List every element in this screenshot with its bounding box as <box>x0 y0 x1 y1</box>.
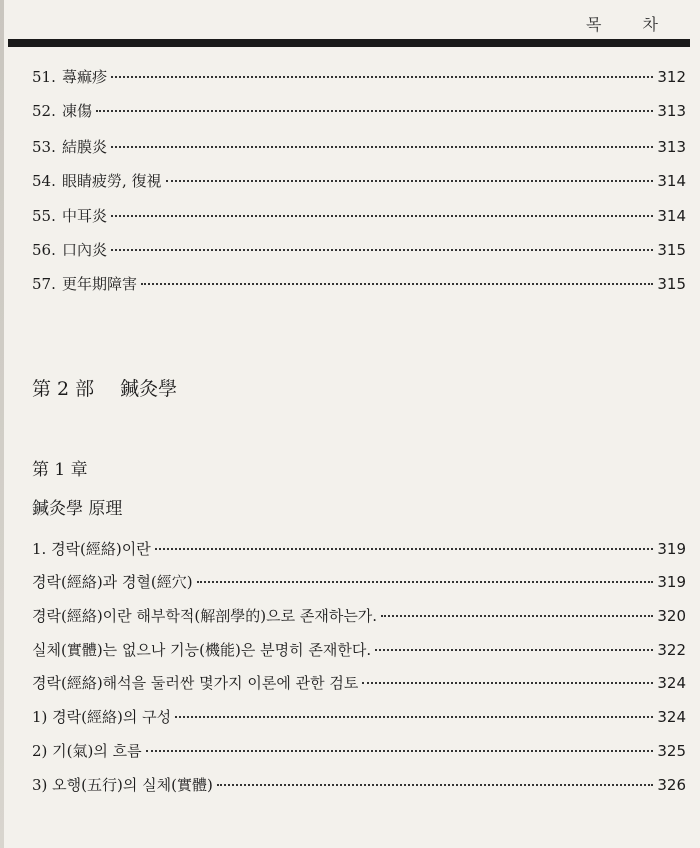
toc-entry-number: 54. <box>32 172 56 190</box>
toc-entry-page: 314 <box>657 172 686 190</box>
toc-entry-number: 51. <box>32 68 56 86</box>
toc-entry-title: 口內炎 <box>62 241 108 259</box>
toc-entry <box>32 205 686 226</box>
toc-entry <box>32 774 686 795</box>
dot-leader <box>96 110 653 112</box>
page-edge <box>0 0 4 848</box>
dot-leader <box>155 548 654 550</box>
toc-entry <box>32 571 686 592</box>
toc-entry-page: 325 <box>657 742 686 760</box>
toc-entry-title: 眼睛疲勞, 復視 <box>62 172 162 190</box>
toc-entry-title: 1. 경락(經絡)이란 <box>32 540 151 558</box>
toc-entry-number: 56. <box>32 241 56 259</box>
toc-entry-title: 1) 경락(經絡)의 구성 <box>32 708 172 726</box>
toc-entry <box>32 100 686 121</box>
toc-entry <box>32 66 686 87</box>
chapter-label: 第 1 章 <box>32 460 88 480</box>
header-rule <box>8 39 690 47</box>
dot-leader <box>111 215 653 217</box>
toc-entry-page: 326 <box>657 776 686 794</box>
toc-entry <box>32 170 686 191</box>
toc-entry-title: 실체(實體)는 없으나 기능(機能)은 분명히 존재한다. <box>32 641 372 659</box>
toc-entry <box>32 136 686 157</box>
dot-leader <box>111 76 653 78</box>
toc-entry-title: 3) 오행(五行)의 실체(實體) <box>32 776 213 794</box>
part-name: 鍼灸學 <box>120 378 178 400</box>
toc-entry-page: 312 <box>657 68 686 86</box>
part-heading <box>32 374 177 401</box>
toc-entry-number: 55. <box>32 207 56 225</box>
toc-entry-title: 更年期障害 <box>62 275 138 293</box>
dot-leader <box>166 180 654 182</box>
toc-entry-page: 324 <box>657 674 686 692</box>
part-label: 第 2 部 <box>32 378 95 400</box>
toc-entry-page: 313 <box>657 138 686 156</box>
dot-leader <box>175 716 653 718</box>
toc-entry-title: 경락(經絡)해석을 둘러싼 몇가지 이론에 관한 검토 <box>32 674 359 692</box>
toc-entry-title: 結膜炎 <box>62 138 108 156</box>
dot-leader <box>375 649 653 651</box>
toc-entry-number: 57. <box>32 275 56 293</box>
toc-entry-page: 324 <box>657 708 686 726</box>
toc-entry <box>32 639 686 660</box>
dot-leader <box>146 750 654 752</box>
toc-entry-title: 경락(經絡)과 경혈(經穴) <box>32 573 193 591</box>
toc-entry <box>32 672 686 693</box>
dot-leader <box>111 249 653 251</box>
toc-entry <box>32 538 686 559</box>
toc-entry-page: 319 <box>657 540 686 558</box>
dot-leader <box>217 784 654 786</box>
page-header-title: 목 차 <box>586 15 676 34</box>
toc-entry <box>32 605 686 626</box>
toc-entry-page: 313 <box>657 102 686 120</box>
toc-entry-page: 322 <box>657 641 686 659</box>
toc-entry <box>32 239 686 260</box>
toc-entry-title: 凍傷 <box>62 102 93 120</box>
dot-leader <box>362 682 653 684</box>
toc-entry <box>32 273 686 294</box>
toc-entry-page: 320 <box>657 607 686 625</box>
toc-entry-title: 蕁痲疹 <box>62 68 108 86</box>
toc-entry-title: 경락(經絡)이란 해부학적(解剖學的)으로 존재하는가. <box>32 607 378 625</box>
toc-entry-number: 53. <box>32 138 56 156</box>
chapter-subtitle: 鍼灸學 原理 <box>32 499 123 519</box>
toc-entry-page: 314 <box>657 207 686 225</box>
toc-entry <box>32 740 686 761</box>
toc-entry-title: 中耳炎 <box>62 207 108 225</box>
toc-entry-page: 315 <box>657 241 686 259</box>
dot-leader <box>111 146 653 148</box>
toc-entry-page: 319 <box>657 573 686 591</box>
dot-leader <box>381 615 653 617</box>
toc-entry <box>32 706 686 727</box>
dot-leader <box>197 581 654 583</box>
toc-entry-number: 52. <box>32 102 56 120</box>
toc-entry-title: 2) 기(氣)의 흐름 <box>32 742 142 760</box>
toc-entry-page: 315 <box>657 275 686 293</box>
dot-leader <box>141 283 653 285</box>
